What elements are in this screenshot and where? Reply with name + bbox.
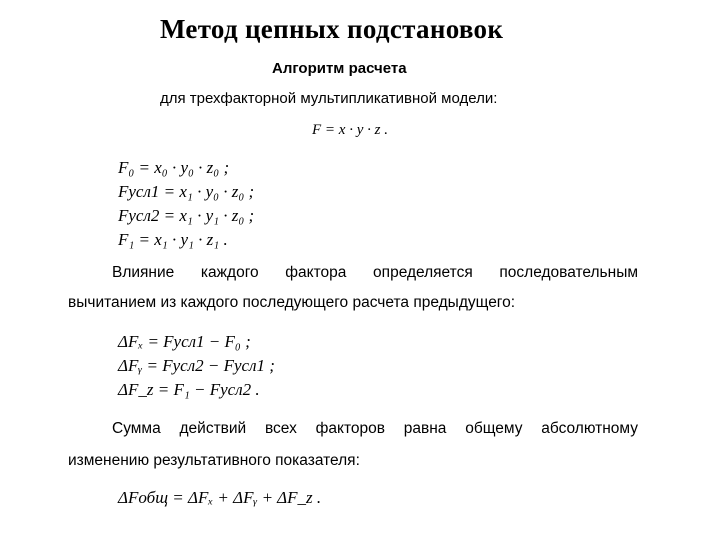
sum-paragraph-line1: Сумма действий всех факторов равна общему абсолютному [112,420,638,437]
chain-formula-fusl2: Fусл2 = x₁ · y₁ · z₀ ; [118,206,255,225]
chain-formula-fusl1: Fусл1 = x₁ · y₀ · z₀ ; [118,182,255,201]
model-formula: F = x · y · z . [312,122,388,138]
chain-formula-f0: F₀ = x₀ · y₀ · z₀ ; [118,158,230,177]
algorithm-subtitle: Алгоритм расчета [272,60,407,77]
page-title: Метод цепных подстановок [160,14,504,44]
chain-formula-f1: F₁ = x₁ · y₁ · z₁ . [118,230,228,249]
sum-paragraph-line2: изменению результативного показателя: [68,452,360,469]
delta-formula-z: ΔF_z = F₁ − Fусл2 . [118,380,260,399]
delta-formula-x: ΔFₓ = Fусл1 − F₀ ; [118,332,251,351]
influence-paragraph-line1: Влияние каждого фактора определяется последовательным [112,264,638,281]
total-change-formula: ΔFобщ = ΔFₓ + ΔFᵧ + ΔF_z . [118,488,322,507]
model-caption: для трехфакторной мультипликативной модели: [160,90,498,107]
influence-paragraph-line2: вычитанием из каждого последующего расчета предыдущего: [68,294,516,311]
delta-formula-y: ΔFᵧ = Fусл2 − Fусл1 ; [118,356,275,375]
